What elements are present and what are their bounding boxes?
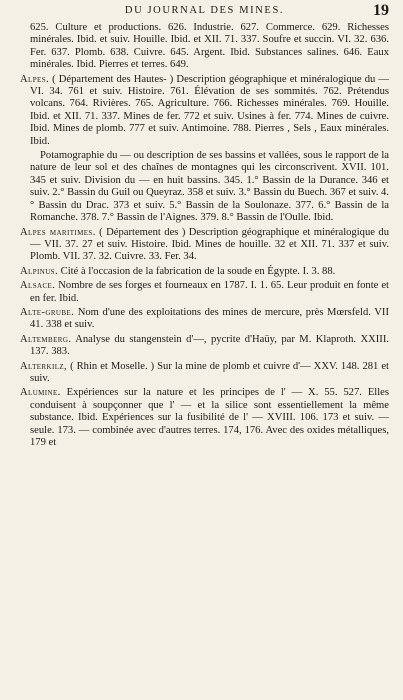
entry-text: Expériences sur la nature et les principes de l' — X. 55. 527. Elles conduisent à soupçonner que l' — et la silice sont essentiellement la même substance. Ibid. Expériences sur la fusibilité de l' — XVIII. 106. 173 et suiv. — seule. 173. — combinée avec d'autres terres. 174, 176. Avec des oxides métalliques, 179 et [30,387,389,448]
entry-head: Alte-grube. [20,306,75,318]
entry-text: ( Département des ) Description géographique et minéralogique du — VII. 37. 27 et suiv. Histoire. Ibid. Mines de houille. 32 et XII. 71. 337 et suiv. Plomb. VII. 37. 32. Cuivre. 33. Fer. 34. [30,226,389,263]
entry-text: Nombre de ses forges et fourneaux en 1787. I. 1. 65. Leur produit en fonte et en fer. Ibid. [30,280,389,304]
entry-head: Alpinus. [20,265,59,277]
index-entry [20,266,389,278]
entry-text: Potamographie du — ou description de ses bassins et vallées, sous le rapport de la nature de leur sol et des chaînes de montagnes qui les circonscrivent. XVII. 101. 345 et suiv. Division du — en huit bassins. 345. 1.° Bassin de la Durance. 346 et suiv. 2.° Bassin du Guil ou Queyraz. 358 et suiv. 3.° Bassin du Buech. 367 et suiv. 4.° Bassin du Drac. 373 et suiv. 5.° Bassin de la Soulonaze. 377. 6.° Bassin de la Romanche. 378. 7.° Bassin de l'Aignes. 379. 8.° Bassin de l'Oulle. Ibid. [30,150,389,224]
entry-head: Alterkilz, [20,360,68,372]
index-entry [20,227,389,264]
index-entry [20,280,389,305]
entry-text: 625. Culture et productions. 626. Industrie. 627. Commerce. 629. Richesses minérales. Ibid. et suiv. Houille. Ibid. et XII. 71. 337. Soufre et succin. VI. 32. 636. Fer. 637. Plomb. 638. Cuivre. 645. Argent. Ibid. Substances salines. 646. Eaux minérales. Ibid. Pierres et terres. 649. [30,22,389,71]
entry-text: Nom d'une des exploitations des mines de mercure, près Mœrsfeld. VII 41. 338 et suiv. [30,306,389,331]
entry-text: Analyse du stangenstein d'—, pycrite d'Haüy, par M. Klaproth. XXIII. 137. 383. [30,333,389,358]
page-number: 19 [373,2,389,19]
entry-head: Alsace. [20,280,56,292]
index-entry [20,361,389,386]
entry-head: Alpes maritimes. [20,226,96,238]
index-entry [20,74,389,148]
index-entry [20,387,389,449]
entry-text: Cité à l'occasion de la fabrication de la soude en Égypte. I. 3. 88. [58,265,336,277]
entry-text: ( Département des Hautes- ) Description géographique et minéralogique du — VI. 34. 761 et suiv. Histoire. 761. Élévation de ses sommités. 762. Prétendus volcans. 764. Rivières. 765. Agriculture. 766. Richesses minérales. 769. Houille. Ibid. et XII. 71. 337. Mines de fer. 772 et suiv. Usines à fer. 774. Mines de cuivre. Ibid. Mines de plomb. 777 et suiv. Antimoine. 788. Pierres , Sels , Eaux minérales. Ibid. [30,73,389,147]
index-entry [20,307,389,332]
entry-head: Alumine. [20,387,61,399]
entry-head: Altemberg. [20,333,72,345]
index-entry [20,22,389,72]
index-entries [20,22,389,449]
entry-text: ( Rhin et Moselle. ) Sur la mine de plomb et cuivre d'— XXV. 148. 281 et suiv. [30,360,389,384]
index-paragraph [20,150,389,224]
page-header [20,2,389,22]
index-entry [20,334,389,359]
running-head: DU JOURNAL DES MINES. [124,5,285,16]
entry-head: Alpes. [20,73,50,85]
